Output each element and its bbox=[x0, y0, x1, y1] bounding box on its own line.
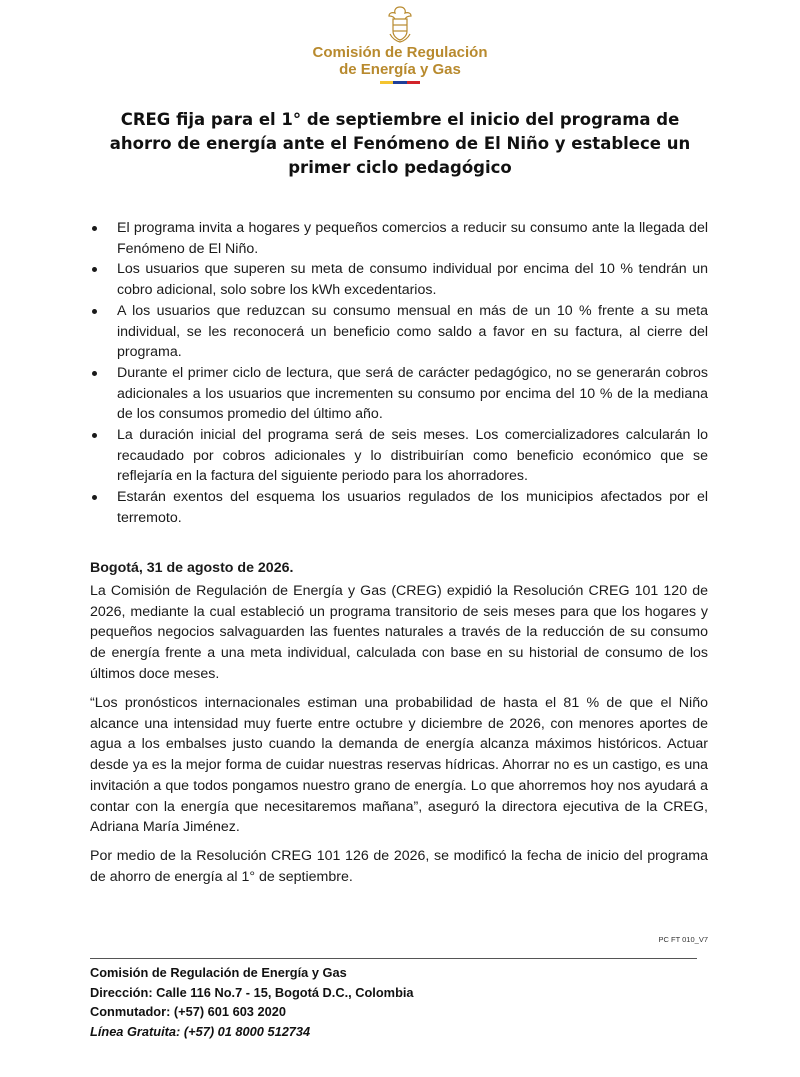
bullet-text: A los usuarios que reduzcan su consumo mensual en más de un 10 % frente a su meta individual, se les reconocerá un beneficio como saldo a favor en su factura, al cierre del programa. bbox=[117, 302, 708, 361]
body-paragraph: La Comisión de Regulación de Energía y Gas (CREG) expidió la Resolución CREG 101 120 de 2026, mediante la cual estableció un programa transitorio de seis meses para que los hogares y pequeños negocios salvaguarden las fuentes naturales a través de la reducción de su consumo de energía frente a una meta individual, calculada con base en su historial de consumo de los últimos doce meses. bbox=[90, 583, 708, 682]
bullet-icon bbox=[92, 433, 97, 438]
bullet-text: La duración inicial del programa será de seis meses. Los comercializadores calcularán lo recaudado por cobros adicionales y lo distribuirían como beneficio económico que se reflejaría en la factura del siguiente periodo para los ahorradores. bbox=[117, 427, 708, 485]
bullet-text: Los usuarios que superen su meta de consumo individual por encima del 10 % tendrán un cobro adicional, solo sobre los kWh excedentarios. bbox=[117, 261, 708, 299]
form-code: PC FT 010_V7 bbox=[658, 935, 708, 944]
org-name-line1: Comisión de Regulación bbox=[312, 44, 488, 61]
quote-paragraph: “Los pronósticos internacionales estiman una probabilidad de hasta el 81 % de que el Niño alcance una intensidad muy fuerte entre octubre y diciembre de 2026, con menores aportes de agua a los embalses justo cuando la demanda de energía alcanza máximos históricos. Actuar desde ya es la mejor forma de cuidar nuestras reservas hídricas. Ahorrar no es un castigo, es una invitación a que todos pongamos nuestro grano de energía. Lo que ahorremos hoy nos ayudará a contar con la energía que necesitaremos mañana”, aseguró la directora ejecutiva de la CREG, Adriana María Jiménez. bbox=[90, 695, 708, 836]
summary-bullet-list bbox=[90, 218, 708, 529]
dateline: Bogotá, 31 de agosto de 2026. bbox=[90, 560, 294, 576]
org-name-line2: de Energía y Gas bbox=[339, 61, 461, 78]
bullet-item bbox=[90, 301, 708, 363]
bullet-icon bbox=[92, 309, 97, 314]
bullet-item bbox=[90, 218, 708, 259]
flag-stripe bbox=[380, 81, 420, 84]
bullet-item bbox=[90, 425, 708, 487]
footer-org-name: Comisión de Regulación de Energía y Gas bbox=[90, 965, 347, 980]
footer-hotline: Línea Gratuita: (+57) 01 8000 512734 bbox=[90, 1023, 311, 1039]
bullet-text: El programa invita a hogares y pequeños comercios a reducir su consumo ante la llegada del Fenómeno de El Niño. bbox=[117, 220, 708, 257]
bullet-icon bbox=[92, 226, 97, 231]
bullet-text: Durante el primer ciclo de lectura, que será de carácter pedagógico, no se generarán cobros adicionales a los usuarios que incrementen su consumo por encima del 10 % de la mediana de los consumos promedio del último año. bbox=[117, 364, 708, 423]
bullet-icon bbox=[92, 371, 97, 376]
bullet-item bbox=[90, 363, 708, 425]
bullet-text: Estarán exentos del esquema los usuarios regulados de los municipios afectados por el terremoto. bbox=[117, 489, 708, 526]
footer-contact-block bbox=[90, 963, 414, 1041]
press-release-title: CREG fija para el 1° de septiembre el inicio del programa de ahorro de energía ante el Fenómeno de El Niño y establece un primer ciclo pedagógico bbox=[109, 110, 691, 177]
footer-phone: Conmutador: (+57) 601 603 2020 bbox=[90, 1004, 286, 1019]
footer-address: Dirección: Calle 116 No.7 - 15, Bogotá D.C., Colombia bbox=[90, 984, 414, 1000]
bullet-item bbox=[90, 487, 708, 528]
bullet-icon bbox=[92, 267, 97, 272]
bullet-icon bbox=[92, 495, 97, 500]
letterhead bbox=[0, 4, 800, 84]
footer-divider bbox=[90, 958, 697, 959]
colombia-coat-of-arms-icon bbox=[382, 4, 418, 44]
body-paragraph: Por medio de la Resolución CREG 101 126 de 2026, se modificó la fecha de inicio del programa de ahorro de energía al 1° de septiembre. bbox=[90, 848, 708, 885]
bullet-item bbox=[90, 259, 708, 300]
